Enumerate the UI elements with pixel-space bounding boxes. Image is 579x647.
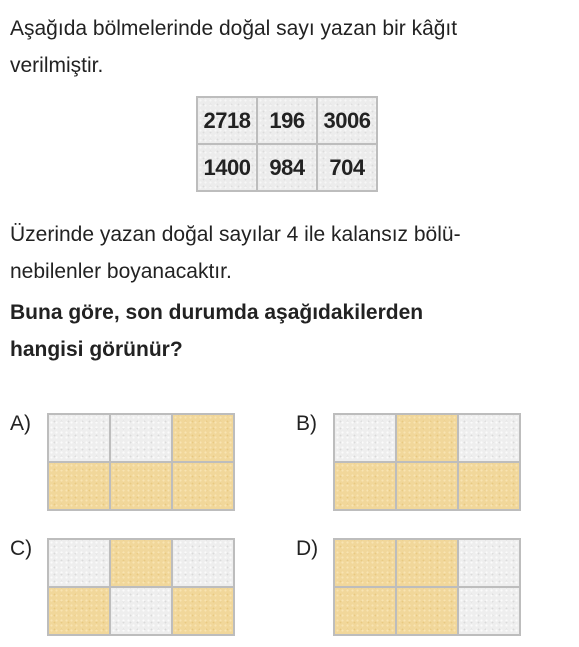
option-d-label[interactable]: D): [296, 537, 319, 560]
number-grid: [196, 96, 378, 192]
shaded-cell: [173, 463, 233, 509]
shaded-cell: [49, 463, 109, 509]
number-cell: 984: [257, 144, 317, 191]
shaded-cell: [111, 540, 171, 586]
rule-line-2: nebilenler boyanacaktır.: [10, 260, 232, 283]
shaded-cell: [335, 463, 395, 509]
number-grid-row: [197, 144, 377, 191]
question-line-2: hangisi görünür?: [10, 338, 183, 361]
intro-text: [10, 10, 572, 84]
option-c-grid[interactable]: [47, 538, 235, 636]
intro-line-2: verilmiştir.: [10, 54, 104, 77]
unshaded-cell: [173, 540, 233, 586]
number-grid-row: [197, 97, 377, 144]
shaded-cell: [173, 588, 233, 634]
rule-line-1: Üzerinde yazan doğal sayılar 4 ile kalansız bölü-: [10, 223, 461, 246]
number-cell: 3006: [317, 97, 377, 144]
unshaded-cell: [459, 415, 519, 461]
unshaded-cell: [459, 588, 519, 634]
unshaded-cell: [111, 415, 171, 461]
number-cell: 1400: [197, 144, 257, 191]
number-cell: 196: [257, 97, 317, 144]
question-line-1: Buna göre, son durumda aşağıdakilerden: [10, 301, 424, 324]
option-a-grid[interactable]: [47, 413, 235, 511]
intro-line-1: Aşağıda bölmelerinde doğal sayı yazan bir kâğıt: [10, 17, 458, 40]
shaded-cell: [397, 540, 457, 586]
option-b-grid[interactable]: [333, 413, 521, 511]
unshaded-cell: [111, 588, 171, 634]
shaded-cell: [49, 588, 109, 634]
unshaded-cell: [49, 415, 109, 461]
option-d-grid[interactable]: [333, 538, 521, 636]
question-text: [10, 294, 572, 368]
number-cell: 704: [317, 144, 377, 191]
shaded-cell: [111, 463, 171, 509]
shaded-cell: [459, 463, 519, 509]
number-cell: 2718: [197, 97, 257, 144]
shaded-cell: [397, 463, 457, 509]
shaded-cell: [335, 540, 395, 586]
unshaded-cell: [459, 540, 519, 586]
option-c-label[interactable]: C): [10, 537, 33, 560]
unshaded-cell: [49, 540, 109, 586]
option-b-label[interactable]: B): [296, 412, 317, 435]
shaded-cell: [397, 588, 457, 634]
shaded-cell: [335, 588, 395, 634]
shaded-cell: [397, 415, 457, 461]
unshaded-cell: [335, 415, 395, 461]
rule-text: [10, 216, 572, 290]
shaded-cell: [173, 415, 233, 461]
option-a-label[interactable]: A): [10, 412, 31, 435]
